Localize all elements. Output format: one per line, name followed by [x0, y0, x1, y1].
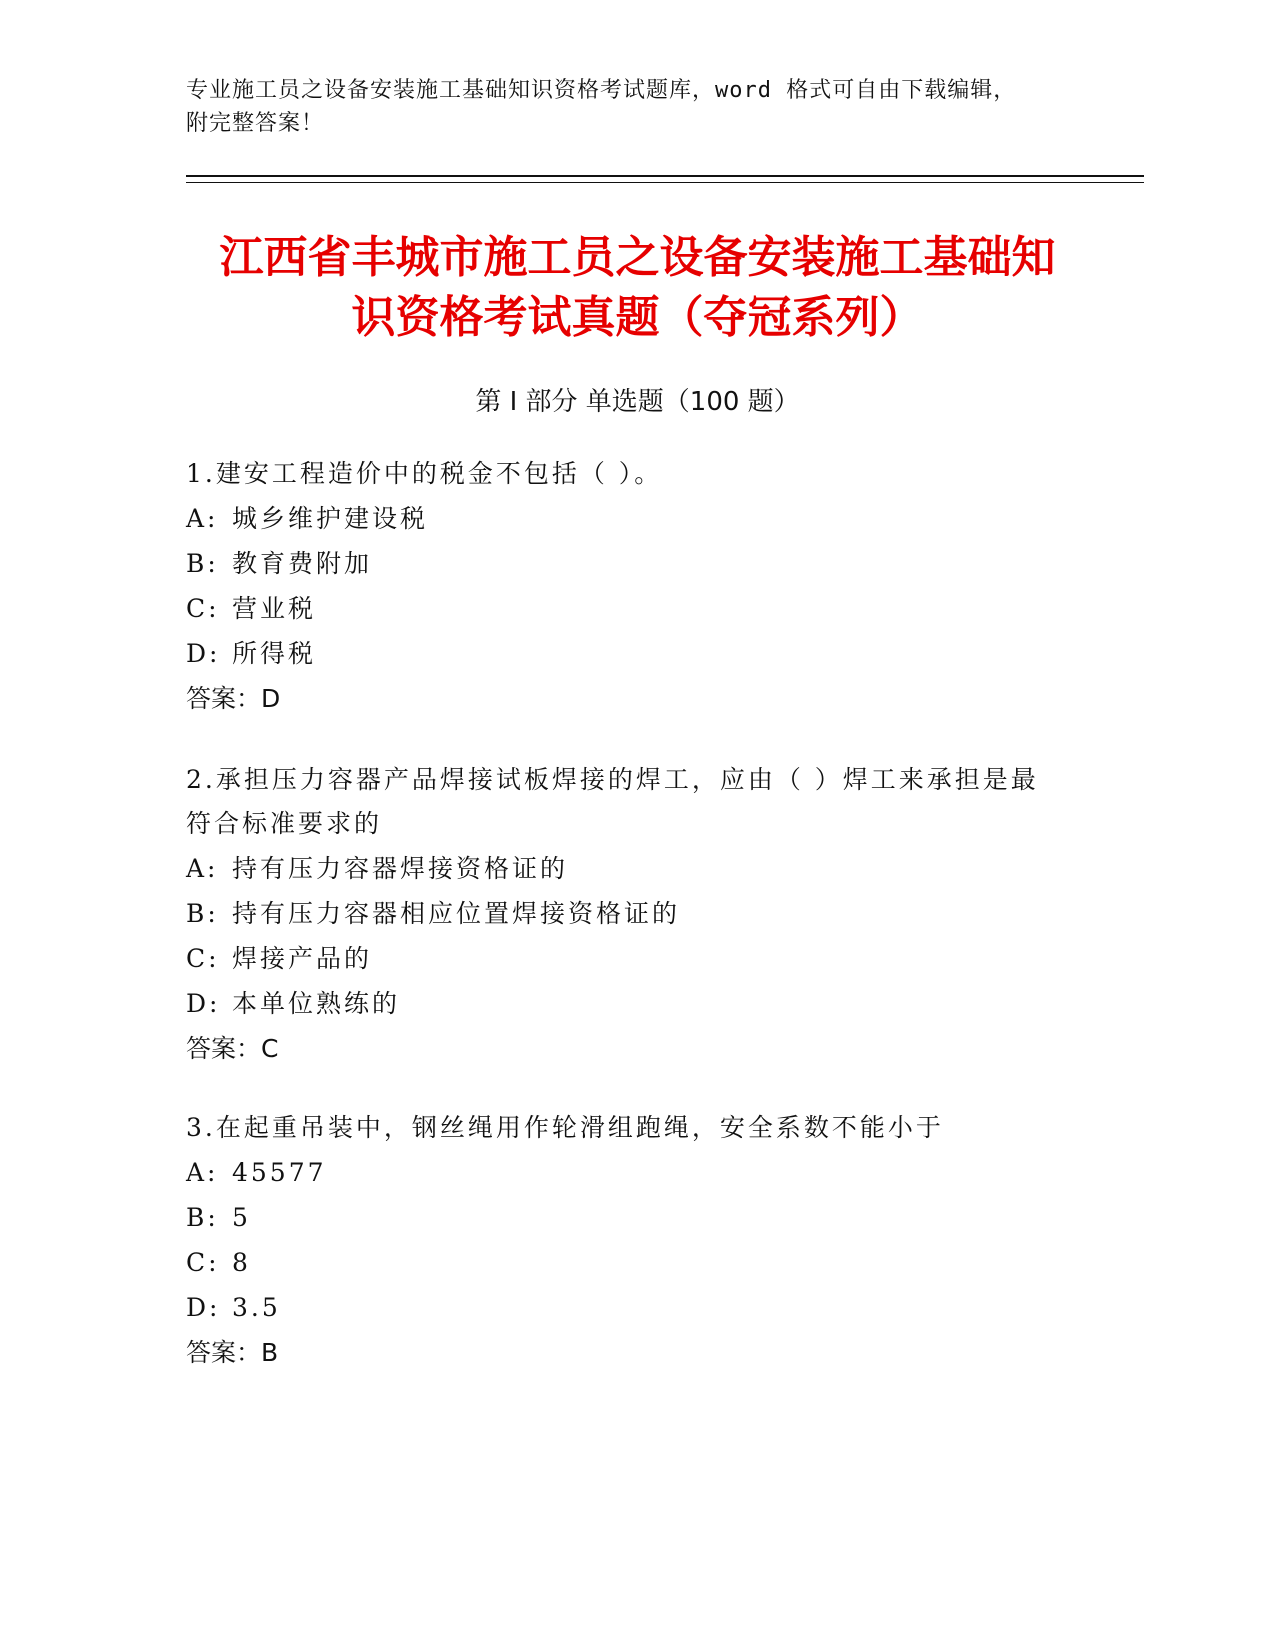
question-option — [186, 631, 1086, 676]
header-divider-thin — [186, 182, 1144, 183]
answer-line: 答案：B — [186, 1338, 279, 1367]
section-title: 第 I 部分 单选题（100 题） — [475, 387, 800, 417]
question-stem: 符合标准要求的 — [186, 809, 383, 838]
question-option — [186, 1285, 1086, 1330]
option-key: A: — [186, 504, 219, 533]
question-option — [186, 891, 1086, 936]
question-option — [186, 541, 1086, 586]
header-note-line: 附完整答案！ — [186, 111, 325, 136]
option-text: 45577 — [232, 1158, 327, 1187]
option-text: 8 — [232, 1248, 251, 1277]
question-block — [186, 452, 1086, 722]
header-divider-thick — [186, 175, 1144, 177]
question-option — [186, 1150, 1086, 1195]
option-key: B: — [186, 899, 219, 928]
option-text: 持有压力容器焊接资格证的 — [232, 854, 569, 883]
question-stem: 2.承担压力容器产品焊接试板焊接的焊工，应由（ ）焊工来承担是最 — [186, 765, 1039, 794]
question-option — [186, 846, 1086, 891]
option-key: B: — [186, 549, 219, 578]
option-key: D: — [186, 639, 221, 668]
question-block — [186, 758, 1086, 1072]
question-block — [186, 1106, 1086, 1376]
option-text: 城乡维护建设税 — [232, 504, 429, 533]
option-text: 教育费附加 — [232, 549, 373, 578]
option-text: 本单位熟练的 — [232, 989, 401, 1018]
option-text: 5 — [232, 1203, 251, 1232]
option-text: 3.5 — [232, 1293, 281, 1322]
answer-line: 答案：D — [186, 684, 281, 713]
header-note-line: 专业施工员之设备安装施工基础知识资格考试题库，word 格式可自由下载编辑， — [186, 78, 1017, 103]
option-key: C: — [186, 1248, 220, 1277]
header-note — [186, 74, 1086, 140]
question-option — [186, 1240, 1086, 1285]
question-stem: 3.在起重吊装中，钢丝绳用作轮滑组跑绳，安全系数不能小于 — [186, 1113, 944, 1142]
document-title — [150, 228, 1125, 348]
option-key: C: — [186, 594, 220, 623]
option-text: 焊接产品的 — [232, 944, 373, 973]
question-option — [186, 586, 1086, 631]
option-key: C: — [186, 944, 220, 973]
option-text: 持有压力容器相应位置焊接资格证的 — [232, 899, 681, 928]
option-key: A: — [186, 854, 219, 883]
question-option — [186, 1195, 1086, 1240]
option-key: B: — [186, 1203, 219, 1232]
question-option — [186, 981, 1086, 1026]
option-text: 所得税 — [232, 639, 317, 668]
option-text: 营业税 — [232, 594, 317, 623]
question-option — [186, 936, 1086, 981]
question-option — [186, 496, 1086, 541]
document-title-line: 识资格考试真题（夺冠系列） — [351, 292, 924, 343]
option-key: A: — [186, 1158, 219, 1187]
option-key: D: — [186, 989, 221, 1018]
question-stem: 1.建安工程造价中的税金不包括（ ）。 — [186, 459, 663, 488]
option-key: D: — [186, 1293, 221, 1322]
document-title-line: 江西省丰城市施工员之设备安装施工基础知 — [219, 232, 1056, 283]
answer-line: 答案：C — [186, 1034, 279, 1063]
